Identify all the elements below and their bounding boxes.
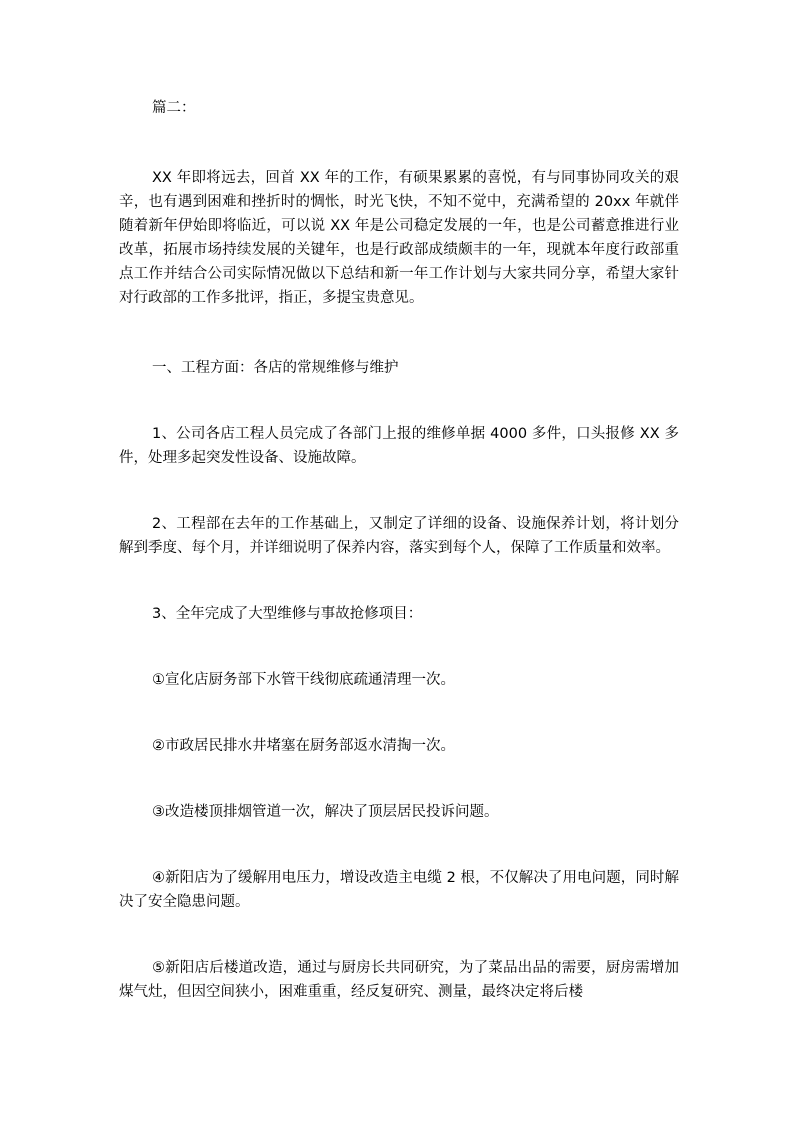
- list-item-2: ②市政居民排水井堵塞在厨务部返水清掏一次。: [152, 738, 455, 754]
- item-paragraph-3: 3、全年完成了大型维修与事故抢修项目：: [152, 606, 423, 622]
- item-paragraph-2: 2、工程部在去年的工作基础上，又制定了详细的设备、设施保养计划，将计划分解到季度、每个月，并详细说明了保养内容，落实到每个人，保障了工作质量和效率。: [119, 516, 679, 556]
- list-item-3: ③改造楼顶排烟管道一次，解决了顶层居民投诉问题。: [152, 804, 499, 820]
- list-item-5: ⑤新阳店后楼道改造，通过与厨房长共同研究，为了菜品出品的需要，厨房需增加煤气灶，但因空间狭小，困难重重，经反复研究、测量，最终决定将后楼: [119, 960, 679, 1000]
- section-heading: 篇二：: [152, 100, 196, 116]
- section-title-engineering: 一、工程方面：各店的常规维修与维护: [152, 360, 399, 376]
- list-item-1: ①宣化店厨务部下水管干线彻底疏通清理一次。: [152, 672, 455, 688]
- intro-paragraph: XX 年即将远去，回首 XX 年的工作，有硕果累累的喜悦，有与同事协同攻关的艰辛，也有遇到困难和挫折时的惆怅，时光飞快，不知不觉中，充满希望的 20xx 年就伴随着新年伊始即将临近，可以说 XX 年是公司稳定发展的一年，也是公司蓄意推进行业改革，拓展市场持续发展的关键年，也是行政部成绩颇丰的一年，现就本年度行政部重点工作并结合公司实际情况做以下总结和新一年工作计划与大家共同分享，希望大家针对行政部的工作多批评，指正，多提宝贵意见。: [119, 170, 679, 306]
- list-item-4: ④新阳店为了缓解用电压力，增设改造主电缆 2 根，不仅解决了用电问题，同时解决了安全隐患问题。: [119, 870, 679, 910]
- document-body: [119, 96, 679, 1004]
- item-paragraph-1: 1、公司各店工程人员完成了各部门上报的维修单据 4000 多件，口头报修 XX 多件，处理多起突发性设备、设施故障。: [119, 426, 679, 466]
